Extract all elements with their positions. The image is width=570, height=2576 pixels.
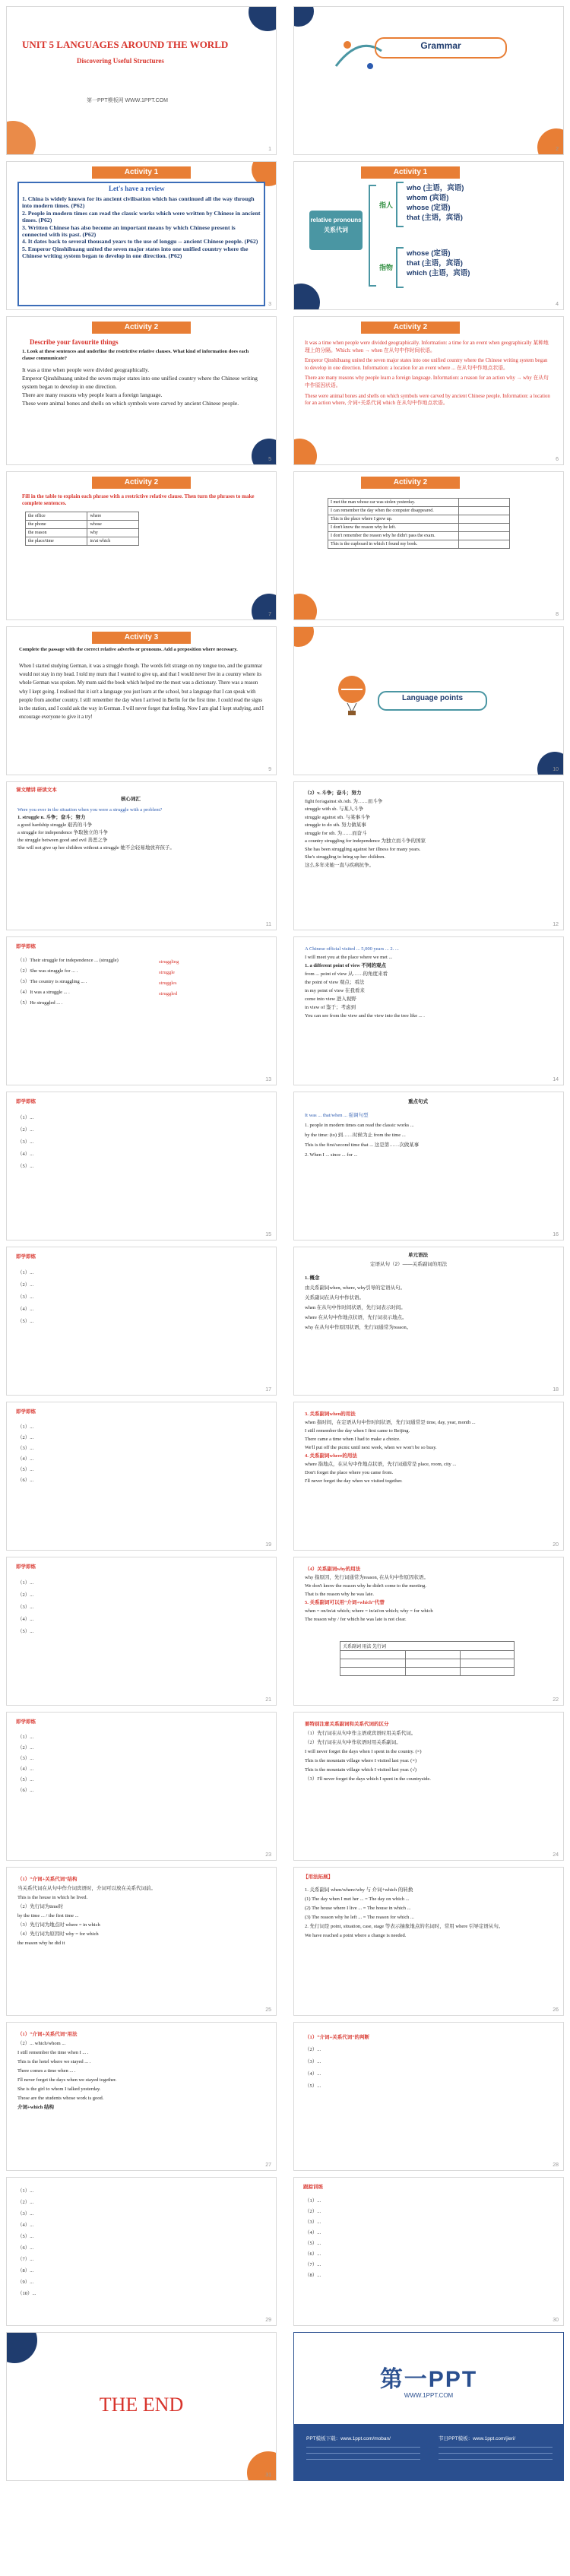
analysis-line: These were animal bones and shells on which symbols were carved by ancient Chinese people. Information: a location for an action where, 介词+关系代词 which 在从句中作地点状语。: [305, 393, 550, 407]
practice-item: （3）The country is struggling ... .: [17, 979, 87, 984]
activity-badge: Activity 1: [361, 166, 460, 179]
decor-circle: [293, 439, 317, 465]
slide-28-judgement[interactable]: （1）“介词+关系代词”的判断 （2）... （3）... （4）... （5）... 28: [293, 2022, 564, 2171]
practice-title: 即学即练: [16, 1254, 36, 1259]
extension-title: 【用法拓展】: [303, 1874, 333, 1880]
activity-badge: Activity 2: [92, 477, 191, 489]
section-title: 单元语法: [408, 1253, 428, 1258]
decor-circle: [6, 2332, 37, 2363]
slide-13-practice[interactable]: 即学即练 （1）Their struggle for independence ... (struggle) （2）She was struggle for ... . （3）The country is struggling ... . （4）It was a struggle ... . （5）He struggled ... . struggling struggle struggles struggled 13: [6, 936, 277, 1085]
section-title: 核心词汇: [121, 797, 141, 802]
slide-10-language-points[interactable]: Language points 10: [293, 626, 564, 775]
analysis-line: It was a time when people were divided geographically. Information: a time for an event when geographically 某种地理上的分隔。Which: when → when 在从句中作时间状语。: [305, 341, 549, 353]
decor-circle: [6, 121, 36, 155]
slide-24-distinguish[interactable]: 要特别注意关系副词和关系代词的区分 （1）先行词在从句中作主语或宾语时用关系代词。 （2）先行词在从句中作状语时用关系副词。 I will never forget the days when I spent in the country. (×) This is the mountain village where I visited last year. (×) This is the mountain village which I visited last year. (√) （3）I'll never forget the days which I spent in the countryside. 24: [293, 1712, 564, 1861]
decor-circle: [293, 284, 320, 310]
unit-title: UNIT 5 LANGUAGES AROUND THE WORLD: [22, 39, 229, 50]
decor-circle: [293, 626, 314, 647]
slide-3-review[interactable]: Activity 1 Let's have a review 1. China is widely known for its ancient civilisation which has continued all the way through into modern times. (P62) 2. People in modern times can read the classic works which were written by Chinese in ancient times. (P62) 3. Written Chinese has also become an important means by which Chinese present is connected with its past. (P62) 4. It dates back to several thousand years to the use of longgu -- ancient Chinese people. (P62) 5. Emperor Qinshihuang united the seven major states into one unified country where the Chinese writing system began to develop in one direction. (P62) 3: [6, 161, 277, 310]
describe-heading: Describe your favourite things: [30, 338, 119, 346]
review-item: 5. Emperor Qinshihuang united the seven major states into one unified country where the Chinese writing system began to develop in one direction. (P62): [22, 245, 249, 260]
slide-8-sentences[interactable]: Activity 2 I met the man whose car was stolen yesterday. I can remember the day when the computer disappeared. This is the place where I grew up. I don't know the reason why he left. I don't remember the reason why he didn't pass the exam. This is the cupboard in which I found my book. 8: [293, 471, 564, 620]
sentence: It was a time when people were divided geographically.: [22, 366, 150, 373]
decor-circle: [252, 594, 277, 620]
balloon-icon: [329, 673, 375, 718]
summary-table: 关系副词 用法 先行词: [340, 1641, 515, 1676]
practice-item: （4）It was a struggle ... .: [17, 990, 70, 995]
the-end-text: THE END: [99, 2394, 184, 2416]
analysis-line: Emperor Qinshihuang united the seven major states into one unified country where the Chinese writing system began to develop in one direction. Information: a location for an event where ... 在从句中作地点状语。: [305, 358, 548, 371]
slide-6-analysis[interactable]: Activity 2 It was a time when people were divided geographically. Information: a time for an event when geographically 某种地理上的分隔。Which: when → when 在从句中作时间状语。 Emperor Qinshihuang united the seven major states into one unified country where the Chinese writing system began to develop in one direction. Information: a location for an event where ... 在从句中作地点状语。 There are many reasons why people learn a foreign language. Information: a reason for an action why → why 在从句中作原因状语。 These were animal bones and shells on which symbols were carved by ancient Chinese people. Information: a location for an action where, 介词+关系代词 which 在从句中作地点状语。 6: [293, 316, 564, 465]
slide-5-describe[interactable]: Activity 2 Describe your favourite things 1. Look at these sentences and underline the restrictive relative clauses. What kind of information does each clause communicate? It was a time when people were divided geographically. Emperor Qinshihuang united the seven major states into one unified country where the Chinese writing system began to develop in one direction. There are many reasons why people learn a foreign language. These were animal bones and shells on which symbols were carved by ancient Chinese people. 5: [6, 316, 277, 465]
slide-22-why[interactable]: （4）关系副词why的用法 why 指原因，先行词通常为reason, 在从句中作原因状语。 We don't know the reason why he didn't come to the meeting. That is the reason why he was late. 5. 关系副词可以用“介词+which”代替 when = on/in/at which; where = in/at/on which; why = for which The reason why / for which he was late is not clear. 关系副词 用法 先行词 22: [293, 1557, 564, 1706]
pronoun-which: which (主语，宾语): [407, 269, 470, 277]
practice-title: 即学即练: [16, 1719, 36, 1725]
activity-badge: Activity 3: [92, 632, 191, 644]
slide-15-practice[interactable]: 即学即练 （1）... （2）... （3）... （4）... （5）... 15: [6, 1092, 277, 1240]
slide-16-key-sentences[interactable]: 重点句式 It was ... that/when ... 强调句型 1. people in modern times can read the classic works ... by the time: (to) 到……时候为止 from the time ... This is the first/second time that ... 这是第……次做某事 2. When I ... since ... for ... 16: [293, 1092, 564, 1240]
answer: struggles: [159, 981, 177, 986]
sentence: These were animal bones and shells on which symbols were carved by ancient Chinese people.: [22, 400, 239, 407]
relative-pronouns-box: relative pronouns 关系代词: [309, 211, 363, 250]
decor-circle: [247, 2451, 277, 2481]
activity-badge: Activity 2: [361, 322, 460, 334]
instruction: Fill in the table to explain each phrase with a restrictive relative clause. Then turn the phrases to make complete sentences.: [22, 493, 255, 506]
section-subtitle: 定语从句（2）——关系副词的用法: [370, 1262, 448, 1267]
pronoun-that-thing: that (主语，宾语): [407, 259, 463, 268]
analysis-line: There are many reasons why people learn a foreign language. Information: a reason for an action why → why 在从句中作原因状语。: [305, 375, 549, 388]
things-label: 指物: [379, 264, 394, 271]
brand-url: WWW.1PPT.COM: [404, 2392, 454, 2399]
passage-body: When I started studying German, it was a struggle though. The words felt strange on my tongue too, and the grammar would not stay in my head. I told my mum that I wanted to give up, and that I would never live in a country where its whole German was spoken. My mum said the book which helped me the most was a dictionary. There was a reason why I kept going. I realised that it isn't a language you just learn at the school, but a language that I can speak with people from another country. I still remember the day when I arrived in Berlin for the first time. I could read the signs in the station, and I could ask the way in German. I will never forget that feeling. Now I am glad I kept studying, and I encourage everyone to give it a try!: [19, 664, 264, 721]
answer: struggled: [159, 991, 178, 996]
sentence: There are many reasons why people learn a foreign language.: [22, 391, 163, 398]
people-label: 指人: [379, 201, 394, 209]
footer-link-right[interactable]: 节日PPT模板：www.1ppt.com/jieri/: [439, 2436, 516, 2441]
review-item: 3. Written Chinese has also become an important means by which Chinese present is connected with its past. (P62): [22, 223, 236, 239]
slide-31-the-end[interactable]: THE END 31: [6, 2332, 277, 2481]
slide-27-usage[interactable]: （1）“介词+关系代词”用法 （2）... which/whom ... I still remember the time when I ... . This is the hotel where we stayed ... . There comes a time when ... . I'll never forget the days when we stayed together. She is the girl to whom I talked yesterday. Those are the students whose work is good. 介词+which 结构 27: [6, 2022, 277, 2171]
slide-12-struggle-verb[interactable]: （2）v. 斗争；奋斗；努力 fight for/against sb./sth. 为……而斗争 struggle with sb. 与某人斗争 struggle against sth. 与某事斗争 struggle to do sth. 努力做某事 struggle for sth. 为……而奋斗 a country struggling for independence 为独立而斗争的国家 She has been struggling against her illness for many years. She's struggling to bring up her children. 这么多年来她一直与疾病抗争。 12: [293, 781, 564, 930]
practice-title: 即学即练: [16, 1409, 36, 1415]
pronoun-whom: whom (宾语): [407, 194, 449, 202]
slide-19-practice[interactable]: 即学即练 （1）... （2）... （3）... （4）... （5）... （6）... 19: [6, 1402, 277, 1551]
pronoun-whose: whose (定语): [407, 204, 451, 212]
slide-23-practice[interactable]: 即学即练 （1）... （2）... （3）... （4）... （5）... （6）... 23: [6, 1712, 277, 1861]
review-heading: Let's have a review: [109, 185, 165, 192]
practice-title: 即学即练: [16, 944, 36, 949]
review-item: 4. It dates back to several thousand years to the use of longgu -- ancient Chinese people. (P62): [22, 238, 258, 246]
section-title: 重点句式: [408, 1099, 428, 1104]
slide-1-title[interactable]: UNIT 5 LANGUAGES AROUND THE WORLD Discovering Useful Structures 第一PPT模板网 WWW.1PPT.COM 1: [6, 6, 277, 155]
slide-25-prep-which[interactable]: （1）“介词+关系代词”结构 当关系代词在从句中作介词宾语时，介词可以放在关系代词前。 This is the house in which he lived. （2）先行词为time时 by the time ... / the first time ... （3）先行词为地点时 where = in which （4）先行词为原因时 why = for which the reason why he did it 25: [6, 1867, 277, 2016]
slide-30-tracking[interactable]: 跟踪训练 （1）... （2）... （3）... （4）... （5）... （6）... （7）... （8）... 30: [293, 2177, 564, 2326]
activity-badge: Activity 2: [92, 322, 191, 334]
activity-badge: Activity 1: [92, 166, 191, 179]
practice-title: 即学即练: [16, 1099, 36, 1104]
practice-title: 即学即练: [16, 1564, 36, 1570]
slide-21-practice[interactable]: 即学即练 （1）... （2）... （3）... （4）... （5）... 21: [6, 1557, 277, 1706]
slide-7-table[interactable]: Activity 2 Fill in the table to explain each phrase with a restrictive relative clause. Then turn the phrases to make complete sentences. the office where the phone whose the reason why the place/time in/at which 7: [6, 471, 277, 620]
activity-badge: Activity 2: [361, 477, 460, 489]
decor-circle: [252, 439, 277, 465]
slide-20-when-where[interactable]: 3. 关系副词when的用法 when 指时间，在定语从句中作时间状语，先行词通常是 time, day, year, month ... I still remember the day when I first came to Beijing. There came a time when I had to make a choice. We'll put off the picnic until next week, when we won't be so busy. 4. 关系副词where的用法 where 指地点，在从句中作地点状语，先行词通常是 place, room, city ... Don't forget the place where you came from. I'll never forget the day when we visited together. 20: [293, 1402, 564, 1551]
review-item: 2. People in modern times can read the classic works which were written by Chinese in ancient times. (P62): [22, 209, 261, 224]
slide-2-grammar[interactable]: Grammar 2: [293, 6, 564, 155]
decor-circle: [249, 6, 277, 31]
slide-4-relative-pronouns[interactable]: Activity 1 relative pronouns 关系代词 指人 指物 who (主语，宾语) whom (宾语) whose (定语) that (主语，宾语) whose (定语) that (主语，宾语) which (主语，宾语) 4: [293, 161, 564, 310]
section-heading: 课文精讲 研读文本: [16, 787, 57, 793]
answer: struggling: [159, 959, 179, 965]
slide-26-extension[interactable]: 【用法拓展】 1. 关系副词 when/where/why 与 介词+which 的转换 (1) The day when I met her ... = The day on which ... (2) The house where I live ... = The house in which ... (3) The reason why he left ... = The reason for which ... 2. 先行词是 point, situation, case, stage 等表示抽象地点的名词时，常用 where 引导定语从句。 We have reached a point where a change is needed. 26: [293, 1867, 564, 2016]
review-item: 1. China is widely known for its ancient civilisation which has continued all the way through into modern times. (P62): [22, 195, 255, 210]
pronoun-who: who (主语，宾语): [407, 184, 464, 192]
grammar-title: Grammar: [420, 40, 461, 51]
slide-29-exercises[interactable]: （1）... （2）... （3）... （4）... （5）... （6）... （7）... （8）... （9）... （10）... 29: [6, 2177, 277, 2326]
subtitle: Discovering Useful Structures: [77, 57, 164, 65]
practice-item: （1）Their struggle for independence ... (struggle): [17, 958, 119, 963]
instruction: 1. Look at these sentences and underline the restrictive relative clauses. What kind of information does each clause communicate?: [22, 349, 249, 361]
pronoun-that: that (主语，宾语): [407, 214, 463, 222]
slide-17-practice[interactable]: 即学即练 （1）... （2）... （3）... （4）... （5）... 17: [6, 1247, 277, 1396]
brand-logo: 第一PPT: [379, 2367, 478, 2392]
slide-14-point-of-view[interactable]: A Chinese official visited ... 5,000 years ... 2. ... I will meet you at the place where we met ... 1. a different point of view 不同的观点 from ... point of view 从……的角度来看 the point of view 观点；看法 in my point of view 在我看来 come into view 进入视野 in view of 鉴于；考虑到 You can see from the view and the view into the tree like ... . 14: [293, 936, 564, 1085]
sentence: Emperor Qinshihuang united the seven major states into one unified country where the Chinese writing system began to develop in one direction.: [22, 375, 258, 390]
decor-circle: [293, 594, 317, 620]
passage-instruction: Complete the passage with the correct relative adverbs or pronouns. Add a preposition where necessary.: [19, 647, 238, 652]
answer: struggle: [159, 970, 175, 975]
site-label: 第一PPT模板网 WWW.1PPT.COM: [87, 98, 168, 103]
decor-circle: [293, 6, 314, 27]
footer-link-left[interactable]: PPT模板下载：www.1ppt.com/moban/: [306, 2436, 391, 2441]
practice-item: （5）He struggled ... .: [17, 1000, 63, 1006]
pronoun-whose-thing: whose (定语): [407, 249, 451, 258]
slide-11-struggle[interactable]: 课文精讲 研读文本 核心词汇 Were you ever in the situation when you were a struggle with a problem? 1. struggle n. 斗争；奋斗；努力 a good hardship struggle 艰苦的斗争 a struggle for independence 争取独立的斗争 the struggle between good and evil 善恶之争 She will not give up her children without a struggle 她不会轻易地放弃孩子。 11: [6, 781, 277, 930]
tracking-title: 跟踪训练: [303, 2185, 323, 2190]
slide-18-unit-grammar[interactable]: 单元语法 定语从句（2）——关系副词的用法 1. 概念 由关系副词when, where, why引导的定语从句。 关系副词在从句中作状语。 when 在从句中作时间状语，先行词表示时间。 where 在从句中作地点状语，先行词表示地点。 why 在从句中作原因状语，先行词通常为reason。 18: [293, 1247, 564, 1396]
sentence-table: I met the man whose car was stolen yesterday. I can remember the day when the computer disappeared. This is the place where I grew up. I don't know the reason why he left. I don't remember the reason why he didn't pass the exam. This is the cupboard in which I found my book.: [328, 498, 510, 549]
practice-item: （2）She was struggle for ... .: [17, 968, 78, 974]
language-points-title: Language points: [402, 694, 463, 702]
decor-circle: [537, 752, 564, 775]
decor-circle: [537, 128, 564, 155]
slide-9-passage[interactable]: Activity 3 Complete the passage with the correct relative adverbs or pronouns. Add a preposition where necessary. When I started studying German, it was a struggle though. The words felt strange on my tongue too, and the grammar would not stay in my head. I told my mum that I wanted to give up, and that I would never live in a country where its whole German was spoken. My mum said the book which helped me the most was a dictionary. There was a reason why I kept going. I realised that it isn't a language you just learn at the school, but a language that I can speak with people from another country. I still remember the day when I arrived in Berlin for the first time. I could read the signs in the station, and I could ask the way in German. I will never forget that feeling. Now I am glad I kept studying, and I encourage everyone to give it a try! 9: [6, 626, 277, 775]
phrase-table: the office where the phone whose the reason why the place/time in/at which: [25, 512, 139, 546]
slide-32-brand[interactable]: [293, 2332, 564, 2481]
